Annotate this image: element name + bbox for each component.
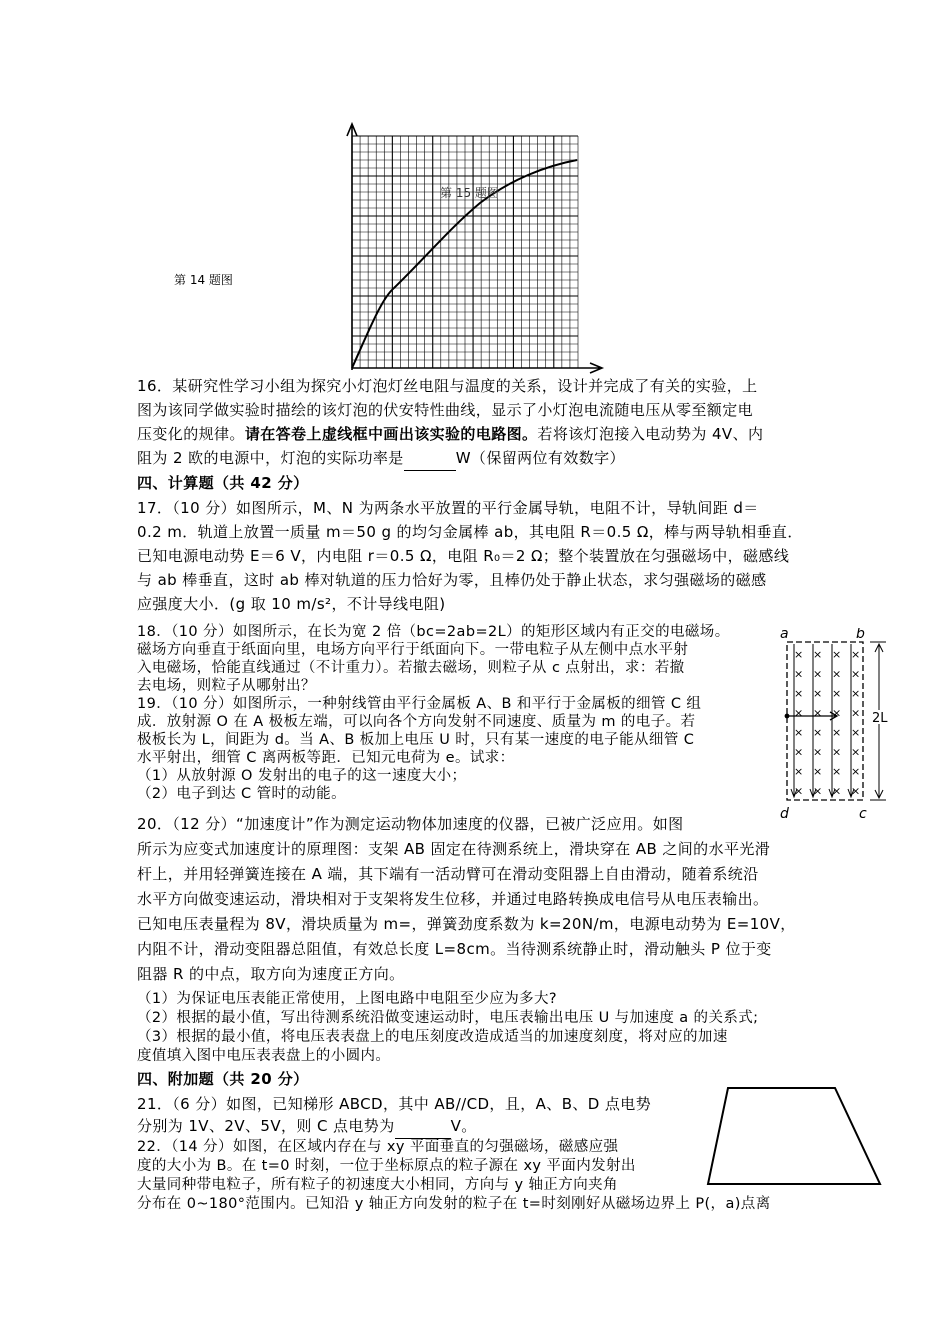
magnetic-field-cross: × (794, 745, 804, 759)
q17-line-3: 已知电源电动势 E＝6 V，内电阻 r＝0.5 Ω，电阻 R₀＝2 Ω；整个装置放在匀强磁场中，磁感线 (137, 547, 790, 565)
magnetic-field-cross: × (832, 765, 842, 778)
magnetic-field-cross: × (851, 648, 861, 661)
q17-line-4: 与 ab 棒垂直，这时 ab 棒对轨道的压力恰好为零，且棒仍处于静止状态，求匀强磁场的磁感 (137, 571, 767, 589)
magnetic-field-cross: × (813, 687, 823, 700)
q20-line-10: （3）根据的最小值，将电压表表盘上的电压刻度改造成适当的加速度刻度，将对应的加速 (137, 1029, 728, 1045)
magnetic-field-cross: × (832, 745, 842, 759)
q19-line-2: 成．放射源 O 在 A 极板左端，可以向各个方向发射不同速度、质量为 m 的电子。若 (137, 714, 696, 730)
fig15-caption: 第 15 题图 (440, 186, 499, 200)
iv-curve-figure (330, 118, 610, 376)
magnetic-field-cross: × (832, 726, 842, 739)
magnetic-field-cross: × (794, 784, 804, 798)
q16-unit: W（保留两位有效数字） (455, 449, 625, 467)
q19-line-3: 极板长为 L，间距为 d。当 A、B 板加上电压 U 时，只有某一速度的电子能从细管 C (137, 732, 695, 748)
q20-line-11: 度值填入图中电压表表盘上的小圆内。 (137, 1048, 391, 1064)
q17-line-1: 17．（10 分）如图所示，M、N 为两条水平放置的平行金属导轨，电阻不计，导轨间距 d＝ (137, 499, 759, 517)
magnetic-cross-marks (794, 648, 860, 798)
magnetic-field-cross: × (794, 648, 804, 661)
q19-line-4: 水平射出，细管 C 离两板等距．已知元电荷为 e。试求： (137, 750, 515, 766)
q20-line-7: 阻器 R 的中点，取方向为速度正方向。 (137, 965, 405, 983)
q20-line-6: 内阻不计，滑动变阻器总阻值，有效总长度 L=8cm。当待测系统静止时，滑动触头 P 位于变 (137, 940, 772, 958)
q19-line-6: （2）电子到达 C 管时的动能。 (137, 786, 346, 802)
q21-line-1: 21．（6 分）如图，已知梯形 ABCD，其中 AB//CD，且，A、B、D 点电势 (137, 1095, 652, 1113)
trapezoid-figure (700, 1080, 890, 1190)
section-4-title: 四、计算题（共 42 分） (137, 474, 309, 492)
q20-line-1: 20．（12 分）“加速度计”作为测定运动物体加速度的仪器，已被广泛应用。如图 (137, 815, 684, 833)
q21-unit: V。 (450, 1117, 477, 1135)
q18-line-1: 18．（10 分）如图所示，在长为宽 2 倍（bc=2ab=2L）的矩形区域内有正交的电磁场。 (137, 624, 730, 640)
q21-line-2 (137, 1114, 477, 1139)
q16-text-tail: 若将该灯泡接入电动势为 4V、内 (537, 425, 764, 443)
q16-line-4 (137, 446, 625, 471)
magnetic-field-cross: × (832, 648, 842, 661)
magnetic-field-cross: × (832, 667, 842, 681)
magnetic-field-cross: × (794, 726, 804, 739)
q16-answer-blank[interactable] (404, 446, 456, 471)
magnetic-field-cross: × (851, 687, 861, 700)
label-2L: 2L (872, 711, 888, 726)
label-d: d (780, 806, 789, 822)
y-axis-arrow (347, 124, 357, 370)
label-a: a (780, 628, 789, 642)
magnetic-field-cross: × (851, 784, 861, 798)
q17-line-2: 0.2 m．轨道上放置一质量 m＝50 g 的均匀金属棒 ab，其电阻 R＝0.5 Ω，棒与两导轨相垂直． (137, 523, 803, 541)
fig14-caption: 第 14 题图 (174, 273, 233, 287)
q20-line-9: （2）根据的最小值，写出待测系统沿做变速运动时，电压表输出电压 U 与加速度 a 的关系式; (137, 1010, 759, 1026)
magnetic-field-cross: × (832, 687, 842, 700)
q16-line-2: 图为该同学做实验时描绘的该灯泡的伏安特性曲线，显示了小灯泡电流随电压从零至额定电 (137, 401, 754, 419)
magnetic-field-cross: × (794, 667, 804, 681)
q17-line-5: 应强度大小．(g 取 10 m/s²，不计导线电阻) (137, 595, 446, 613)
label-b: b (856, 628, 865, 642)
magnetic-field-cross: × (794, 706, 804, 720)
x-axis-arrow (352, 363, 602, 373)
magnetic-field-cross: × (813, 726, 823, 739)
q20-line-4: 水平方向做变速运动，滑块相对于支架将发生位移，并通过电路转换成电信号从电压表输出。 (137, 890, 769, 908)
label-c: c (859, 806, 867, 822)
q21-answer-blank[interactable] (395, 1114, 451, 1139)
q22-line-1: 22．（14 分）如图，在区域内存在与 xy 平面垂直的匀强磁场，磁感应强 (137, 1139, 619, 1155)
magnetic-field-cross: × (851, 765, 861, 778)
magnetic-field-cross: × (794, 765, 804, 778)
magnetic-field-cross: × (813, 784, 823, 798)
q18-line-3: 入电磁场，恰能直线通过（不计重力）。若撤去磁场，则粒子从 c 点射出，求：若撤 (137, 660, 685, 676)
q16-text: 阻为 2 欧的电源中，灯泡的实际功率是 (137, 449, 404, 467)
q16-line-3 (137, 422, 763, 446)
magnetic-field-cross: × (813, 745, 823, 759)
q20-line-2: 所示为应变式加速度计的原理图：支架 AB 固定在待测系统上，滑块穿在 AB 之间的水平光滑 (137, 840, 771, 858)
q19-line-1: 19．（10 分）如图所示，一种射线管由平行金属板 A、B 和平行于金属板的细管 C 组 (137, 696, 702, 712)
magnetic-field-cross: × (832, 706, 842, 720)
magnetic-field-cross: × (813, 706, 823, 720)
magnetic-field-cross: × (851, 667, 861, 681)
q20-line-8: （1）为保证电压表能正常使用，上图电路中电阻至少应为多大? (137, 991, 558, 1007)
magnetic-field-cross: × (851, 745, 861, 759)
trapezoid-abcd (708, 1088, 880, 1184)
q22-line-2: 度的大小为 B。在 t=0 时刻，一位于坐标原点的粒子源在 xy 平面内发射出 (137, 1158, 636, 1174)
entry-point-dot (785, 714, 790, 719)
magnetic-field-cross: × (851, 706, 861, 720)
grid-lines (352, 136, 578, 368)
magnetic-field-cross: × (832, 784, 842, 798)
q21-text: 分别为 1V、2V、5V，则 C 点电势为 (137, 1117, 395, 1135)
q16-text: 压变化的规律。 (137, 425, 245, 443)
magnetic-field-cross: × (813, 667, 823, 681)
q16-line-1: 16．某研究性学习小组为探究小灯泡灯丝电阻与温度的关系，设计并完成了有关的实验，上 (137, 377, 758, 395)
q18-line-4: 去电场，则粒子从哪射出？ (137, 678, 316, 694)
q18-line-2: 磁场方向垂直于纸面向里，电场方向平行于纸面向下。一带电粒子从左侧中点水平射 (137, 642, 689, 658)
magnetic-field-cross: × (851, 726, 861, 739)
magnetic-field-cross: × (813, 765, 823, 778)
q22-line-4: 分布在 0~180°范围内。已知沿 y 轴正方向发射的粒子在 t=时刻刚好从磁场边界上 P(，a)点离 (137, 1196, 771, 1212)
q20-line-3: 杆上，并用轻弹簧连接在 A 端，其下端有一活动臂可在滑动变阻器上自由滑动，随着系统沿 (137, 865, 759, 883)
q20-line-5: 已知电压表量程为 8V，滑块质量为 m=，弹簧劲度系数为 k=20N/m，电源电动势为 E=10V， (137, 915, 796, 933)
magnetic-field-cross: × (813, 648, 823, 661)
q19-line-5: （1）从放射源 O 发射出的电子的这一速度大小； (137, 768, 467, 784)
q16-bold-instruction: 请在答卷上虚线框中画出该实验的电路图。 (244, 425, 538, 443)
section-5-title: 四、附加题（共 20 分） (137, 1070, 309, 1088)
magnetic-field-cross: × (794, 687, 804, 700)
em-field-figure (770, 628, 900, 824)
q22-line-3: 大量同种带电粒子，所有粒子的初速度大小相同，方向与 y 轴正方向夹角 (137, 1177, 618, 1193)
